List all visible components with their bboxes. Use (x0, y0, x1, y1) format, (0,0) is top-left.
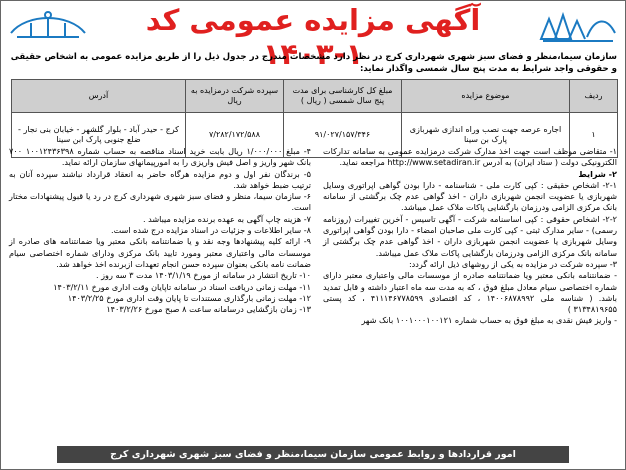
column-header: سپرده شرکت درمزایده به ریال (186, 80, 284, 113)
column-header: آدرس (12, 80, 186, 113)
column-header: ردیف (570, 80, 618, 113)
condition-item: ۱۱- مهلت زمانی دریافت اسناد در سامانه تاپایان وقت اداری مورخ ۱۴۰۳/۲/۱۱ (53, 281, 311, 292)
condition-item: - ضمانتنامه بانکی معتبر ویا ضمانتنامه صادره از موسسات مالی واعتباری معتبر دارای شماره اختصاصی سیام معادل مبلغ فوق ، که به مدت سه ماه اعتبار داشته و قابل تمدید باشد. ( شناسه ملی ۱۴۰۰۶۸۷۸۹۹۲ ، کد اقتصادی ۴۱۱۱۴۶۷۷۸۵۹۹ ، کد پستی ۳۱۳۴۸۱۹۶۵۵ ) (323, 270, 618, 315)
organization-logo-icon (537, 7, 619, 45)
condition-item: ۲-۲- اشخاص حقوقی : کپی اساسنامه شرکت - آگهی تاسیس - آخرین تغییرات (روزنامه رسمی) - سایر مدارک ثبتی - کپی کارت ملی صاحبان امضاء - دارا بودن گواهی اپراتوری وسایل شهربازی یا عضویت انجمن شهربازی داران - اخذ گواهی عدم چک برگشتی از سامانه بانک مرکزی الزامی ودرزمان بارگشایی پاکات ملاک عمل میباشد. (323, 213, 617, 258)
condition-item: ۴- مبلغ ۱/۰۰۰/۰۰۰ ریال بابت خرید اسناد مناقصه به حساب شماره ۱۰۰۱۲۴۳۶۳۹۸ ۷۰۰ بانک شهر واریز و اصل فیش واریزی را به امورپیمانهای سازمان ارائه نماید. (9, 146, 312, 168)
condition-item: ۱- متقاضی موظف است جهت اخذ مدارک شرکت درمزایده عمومی به سامانه تدارکات الکترونیکی دولت ( ستاد ایران) به آدرس http://www.setadiran.ir مراجعه نماید. (323, 146, 617, 168)
condition-item: ۲-۱- اشخاص حقیقی : کپی کارت ملی - شناسنامه - دارا بودن گواهی اپراتوری وسایل شهربازی یا عضویت انجمن شهربازی داران - اخذ گواهی عدم چک برگشتی از سامانه بانک مرکزی الزامی ودرزمان بارگشایی پاکات ملاک عمل میباشد. (323, 179, 617, 213)
table-header-row (12, 80, 618, 113)
table-cell-row-number: ۱ (570, 113, 618, 158)
condition-item: ۱۳- زمان بازگشایی درسامانه ساعت ۸ صبح مورخ ۱۴۰۳/۲/۲۶ (106, 304, 311, 315)
condition-item: ۱۰- تاریخ انتشار در سامانه از مورخ ۱۴۰۳/۱/۱۹ مدت ۳ سه روز . (96, 270, 311, 281)
notice-title: آگهی مزایده عمومی کد ۱-۱۴۰۳ (145, 3, 481, 71)
notice-intro: سازمان سیما،منظر و فضای سبز شهری شهرداری کرج در نظر دارد مشخصات مندرج در جدول ذیل را از طریق مزایده عمومی به اشخاص حقیقی و حقوقی واجد شرایط به مدت پنج سال شمسی واگذار نماید: (10, 52, 617, 74)
table-cell-subject: اجاره عرصه جهت نصب وراه اندازی شهربازی پارک بن سینا (402, 113, 570, 158)
conditions-column-left (9, 146, 311, 315)
condition-item: ۷- هزینه چاپ آگهی به عهده برنده مزایده میباشد . (142, 213, 311, 224)
condition-item: - واریز فیش نقدی به مبلغ فوق به حساب شماره ۱۰۰۱۰۰۰۱۰۰۱۲۱ بانک شهر (361, 315, 617, 326)
footer-banner: امور قراردادها و روابط عمومی سازمان سیما،منظر و فضای سبز شهری شهرداری کرج (57, 446, 569, 463)
condition-item: ۳- سپرده شرکت در مزایده به یکی از روشهای ذیل ارائه گردد: (408, 258, 617, 269)
condition-item: ۸- سایر اطلاعات و جزئیات در اسناد مزایده درج شده است. (111, 225, 311, 236)
table-cell-appraisal-amount: ۹۱/۰۲۷/۱۵۷/۳۴۶ (284, 113, 402, 158)
condition-item: ۱۲- مهلت زمانی بارگذاری مستندات تا پایان وقت اداری مورخ ۱۴۰۳/۲/۲۵ (67, 292, 311, 303)
column-header: مبلغ کل کارشناسی برای مدت پنج سال شمسی ( ریال ) (284, 80, 402, 113)
conditions-column-right (323, 146, 617, 327)
condition-item: ۶- سازمان سیما، منظر و فضای سبز شهری شهرداری کرج در رد یا قبول پیشنهادات مختار است. (9, 191, 311, 213)
condition-heading: ۲- شرایط (578, 168, 617, 179)
condition-item: ۹- ارائه کلیه پیشنهادها وجه نقد و یا ضمانتنامه بانکی معتبر ویا ضمانتنامه های صادره از موسسات مالی واعتباری معتبر ومورد تایید بانک مرکزی ودارای شماره اختصاصی سیام ضمانت نامه بانکی بعنوان سپرده حسن انجام تعهدات ازبرنده اخذ خواهد شد. (9, 236, 311, 269)
condition-item: ۵- برندگان نفر اول و دوم مزایده هرگاه حاضر به انعقاد قرارداد نباشند سپرده آنان به ترتیب ضبط خواهد شد. (9, 168, 311, 190)
table-cell-deposit: ۷/۲۸۲/۱۷۲/۵۸۸ (186, 113, 284, 158)
municipality-logo-icon (7, 7, 89, 45)
table-cell-address: کرج - حیدر آباد - بلوار گلشهر - خیابان بنی نجار - ضلع جنوبی پارک ابن سینا (12, 113, 186, 158)
column-header: موضوع مزایده (402, 80, 570, 113)
